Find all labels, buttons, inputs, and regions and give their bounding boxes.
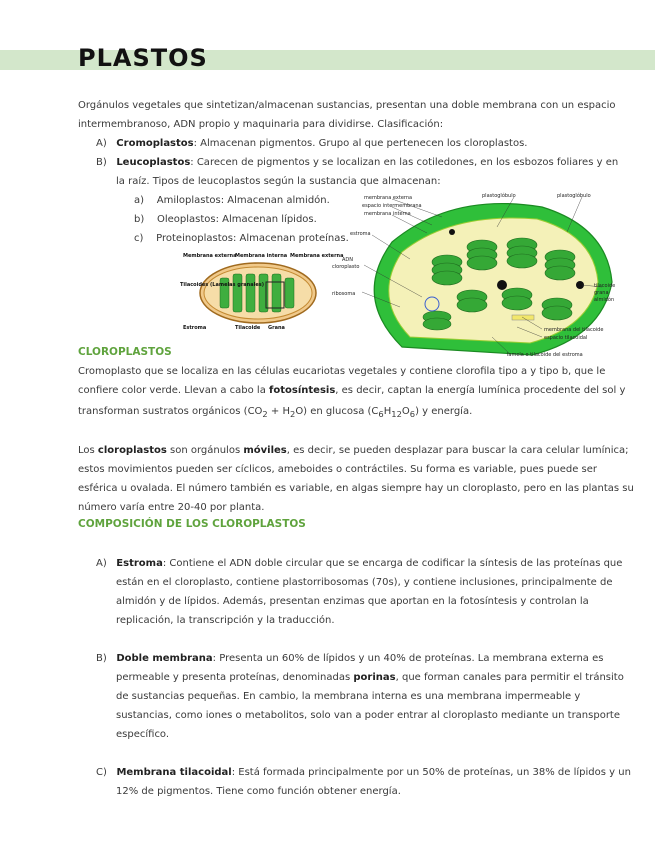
text: Amiloplastos: Almacenan almidón.: [156, 195, 330, 206]
label-estroma: Estroma: [183, 325, 207, 331]
text: transforman sustratos orgánicos (CO: [78, 406, 263, 417]
page-title: PLASTOS: [78, 44, 208, 72]
label-espacio-intermembrana: espacio intermembrana: [362, 203, 422, 209]
section-heading-cloroplastos: CLOROPLASTOS: [78, 346, 172, 358]
text: permeable y presenta proteínas, denominadas: [116, 672, 354, 683]
cloro-p2-line-2: estos movimientos pueden ser cíclicos, ameboides o contráctiles. Su forma es variable, pues puede ser: [78, 464, 598, 475]
class-item-a: [96, 134, 527, 153]
chloroplast-cutaway-diagram: [332, 187, 617, 360]
term-doble-membrana: Doble membrana: [116, 653, 213, 664]
class-item-b: [96, 153, 618, 172]
label-membrana-interna: Membrana interna: [235, 253, 288, 259]
text: Proteinoplastos: Almacenan proteínas.: [156, 233, 349, 244]
subscript: 6: [378, 409, 384, 419]
label-almidon: almidón: [594, 297, 615, 303]
text: + H: [267, 406, 290, 417]
text: ) y energía.: [415, 406, 473, 417]
comp-item-b: [96, 649, 603, 668]
comp-a-line-2: están en el cloroplasto, contiene plastorribosomas (70s), y contiene inclusiones, principalmente de: [116, 577, 613, 588]
label-membrana-externa-right: Membrana externa: [290, 253, 344, 259]
comp-a-line-3: almidón y de lípidos. Además, presentan enzimas que aportan en la fotosíntesis y controlan la: [116, 596, 589, 607]
text: son orgánulos: [166, 445, 244, 456]
label-lamela-estroma: lamela o tilacoide del estroma: [507, 352, 583, 358]
cloro-p2-line-3: esférica u ovalada. El número también es variable, en algas siempre hay un cloroplasto, pero en las plantas su: [78, 483, 634, 494]
subscript: 2: [262, 409, 268, 419]
list-marker: A): [96, 138, 107, 149]
cloro-line-3: [78, 402, 472, 424]
label-membrana-externa-left: Membrana externa: [183, 253, 237, 259]
label-tilacoide-big: tilacoide: [594, 283, 616, 289]
term-porinas: porinas: [353, 672, 396, 683]
subscript: 12: [391, 409, 402, 419]
text: , que forman canales para permitir el tránsito: [395, 672, 624, 683]
term-cloroplastos: cloroplastos: [97, 445, 167, 456]
subscript: 2: [290, 409, 296, 419]
comp-b-line-5: específico.: [116, 729, 170, 740]
list-marker: a): [134, 195, 145, 206]
label-membrana-tilacoide: membrana del tilacoide: [544, 327, 604, 333]
cloro-p2-line-4: número varía entre 20-40 por planta.: [78, 502, 265, 513]
list-marker: c): [134, 233, 144, 244]
label-tilacoides: Tilacoides (Lamelas granales): [180, 282, 264, 288]
text: : Presenta un 60% de lípidos y un 40% de proteínas. La membrana externa es: [212, 653, 604, 664]
comp-item-c: [96, 763, 631, 782]
label-membrana-interna-big: membrana interna: [364, 211, 411, 217]
intro-line-1: Orgánulos vegetales que sintetizan/almacenan sustancias, presentan una doble membrana con un espacio: [78, 100, 616, 111]
text: H: [383, 406, 392, 417]
list-marker: C): [96, 767, 107, 778]
term-leucoplastos: Leucoplastos: [116, 157, 191, 168]
text: , es decir, captan la energía lumínica procedente del sol y: [335, 385, 626, 396]
term-membrana-tilacoidal: Membrana tilacoidal: [116, 767, 232, 778]
sub-item-a: [134, 191, 330, 210]
label-ribosoma: ribosoma: [332, 291, 356, 297]
cloro-p2-line-1: [78, 441, 628, 460]
text: Los: [78, 445, 98, 456]
text: : Almacenan pigmentos. Grupo al que pertenecen los cloroplastos.: [193, 138, 528, 149]
label-plastoglobulo-1: plastoglóbulo: [482, 193, 516, 199]
text: , es decir, se pueden desplazar para buscar la cara celular lumínica;: [286, 445, 629, 456]
term-cromoplastos: Cromoplastos: [116, 138, 194, 149]
term-estroma: Estroma: [116, 558, 163, 569]
label-grana: Grana: [268, 325, 285, 331]
cloro-line-2: [78, 381, 625, 400]
label-espacio-tilacoidal: espacio tilacoidal: [544, 335, 588, 341]
comp-a-line-4: replicación, la transcripción y la traducción.: [116, 615, 335, 626]
section-heading-composicion: COMPOSICIÓN DE LOS CLOROPLASTOS: [78, 518, 306, 530]
sub-item-c: [134, 229, 349, 248]
subscript: 6: [409, 409, 416, 419]
class-item-b-line2: la raíz. Tipos de leucoplastos según la sustancia que almacenan:: [116, 176, 441, 187]
comp-b-line-2: [116, 668, 624, 687]
term-fotosintesis: fotosíntesis: [269, 385, 336, 396]
comp-b-line-3: de sustancias pequeñas. En cambio, la membrana interna es una membrana impermeable y: [116, 691, 581, 702]
cloro-line-1: Cromoplasto que se localiza en las células eucariotas vegetales y contiene clorofila tipo a y tipo b, que le: [78, 366, 606, 377]
label-estroma-big: estroma: [350, 231, 371, 237]
list-marker: B): [96, 157, 107, 168]
list-marker: b): [134, 214, 145, 225]
label-plastoglobulo-2: plastoglóbulo: [557, 193, 591, 199]
list-marker: B): [96, 653, 107, 664]
text: : Está formada principalmente por un 50% de proteínas, un 38% de lípidos y un: [231, 767, 631, 778]
comp-item-a: [96, 554, 622, 573]
text: Oleoplastos: Almacenan lípidos.: [156, 214, 317, 225]
comp-b-line-4: sustancias, como iones o metabolitos, solo van a poder entrar al cloroplasto mediante un transporte: [116, 710, 621, 721]
list-marker: A): [96, 558, 107, 569]
text: O: [401, 406, 410, 417]
label-membrana-externa: membrana externa: [364, 195, 413, 201]
label-adn: ADN: [342, 257, 354, 263]
text: : Carecen de pigmentos y se localizan en las cotiledones, en los esbozos foliares y en: [190, 157, 619, 168]
label-tilacoide: Tilacoide: [235, 325, 261, 331]
term-moviles: móviles: [243, 445, 287, 456]
sub-item-b: [134, 210, 317, 229]
label-grana-big: grana: [594, 290, 609, 296]
intro-line-2: intermembranoso, ADN propio y maquinaria para dividirse. Clasificación:: [78, 119, 444, 130]
label-cloroplasto: cloroplasto: [332, 264, 360, 270]
text: : Contiene el ADN doble circular que se encarga de codificar la síntesis de las proteínas que: [162, 558, 623, 569]
comp-c-line-2: 12% de pigmentos. Tiene como función obtener energía.: [116, 786, 401, 797]
text: O) en glucosa (C: [295, 406, 379, 417]
text: confiere color verde. Llevan a cabo la: [78, 385, 266, 396]
